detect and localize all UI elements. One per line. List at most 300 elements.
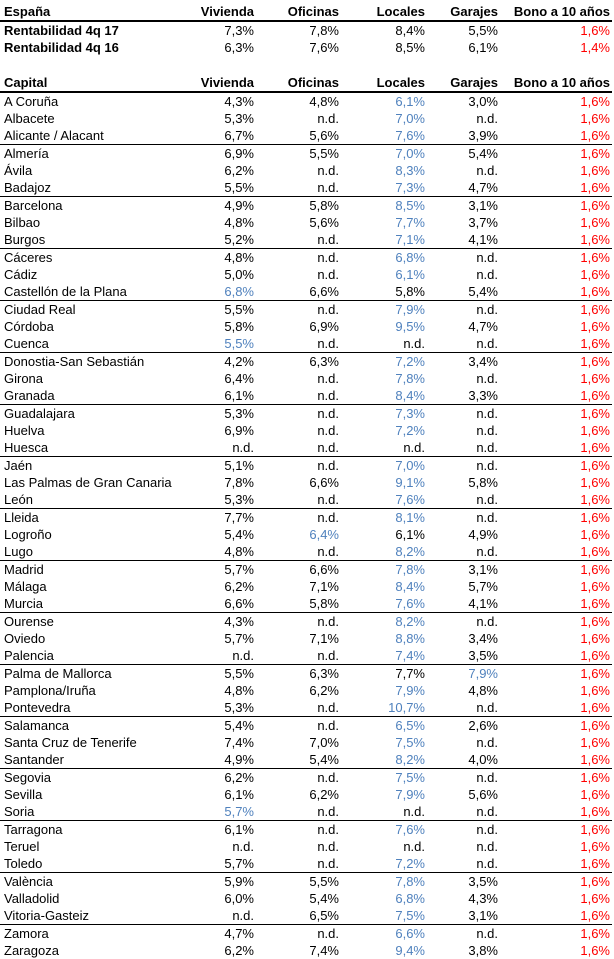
column-header-oficinas: Oficinas [256,3,341,21]
row-label: Santander [0,751,190,769]
row-label: Segovia [4,770,51,785]
value-cell: 7,8% [309,23,339,38]
value-cell: 7,3% [224,23,254,38]
value-cell: 5,7% [224,631,254,646]
bond-rate-cell: 1,6% [500,699,612,717]
value-cell: n.d. [427,803,500,821]
row-label: Badajoz [0,179,190,197]
value-cell: n.d. [317,822,339,837]
row-label: Murcia [0,595,190,613]
value-cell: 4,1% [427,595,500,613]
row-label: Zamora [4,926,49,941]
table-row [0,561,612,579]
table-row [0,821,612,839]
value-cell: n.d. [317,423,339,438]
bond-rate-cell: 1,6% [500,543,612,561]
value-cell: 4,2% [224,354,254,369]
value-cell: 3,5% [427,647,500,665]
value-cell: n.d. [476,770,498,785]
value-cell: 4,8% [468,683,498,698]
table-row [0,353,612,371]
bond-rate-cell: 1,6% [500,283,612,301]
value-cell: 5,0% [224,267,254,282]
table-row [0,301,612,319]
value-cell: n.d. [427,439,500,457]
value-cell: 3,3% [427,387,500,405]
value-cell: 7,5% [395,770,425,785]
value-cell: 8,2% [395,614,425,629]
value-cell: 7,9% [395,787,425,802]
row-label: Teruel [4,839,40,854]
table-row [0,491,612,509]
bond-rate-cell: 1,6% [580,319,610,334]
table-row [0,92,612,110]
bond-rate-cell: 1,6% [580,23,610,38]
table-row [0,283,612,301]
value-cell: 3,4% [468,354,498,369]
value-cell: 6,1% [395,267,425,282]
row-label: Huelva [4,423,45,438]
value-cell: 5,8% [256,595,341,613]
table-row [0,665,612,683]
bond-rate-cell: 1,6% [500,231,612,249]
value-cell: 7,1% [309,631,339,646]
bond-rate-cell: 1,6% [580,822,610,837]
value-cell: 7,3% [395,406,425,421]
value-cell: n.d. [317,302,339,317]
bond-rate-cell: 1,6% [580,458,610,473]
value-cell: n.d. [403,839,425,854]
value-cell: n.d. [476,371,498,386]
value-cell: 6,2% [224,770,254,785]
value-cell: 5,3% [224,406,254,421]
row-label: Ávila [4,163,33,178]
value-cell: 3,4% [468,631,498,646]
bond-rate-cell: 1,6% [580,787,610,802]
row-label: Bilbao [4,215,41,230]
row-label: Zaragoza [4,943,59,958]
value-cell: 7,1% [309,579,339,594]
row-label: Rentabilidad 4q 17 [4,23,119,38]
value-cell: 7,8% [395,874,425,889]
row-label: Rentabilidad 4q 16 [4,40,119,55]
value-cell: n.d. [256,647,341,665]
value-cell: 6,4% [309,527,339,542]
bond-rate-cell: 1,6% [580,302,610,317]
value-cell: 8,8% [395,631,425,646]
value-cell: n.d. [256,699,341,717]
value-cell: 4,9% [224,198,254,213]
table-row [0,370,612,387]
espana-header-row [0,3,612,21]
value-cell: n.d. [256,387,341,405]
table-row [0,405,612,423]
row-label: Sevilla [4,787,43,802]
column-header-bono: Bono a 10 años [500,74,612,92]
row-label: Alicante / Alacant [0,127,190,145]
value-cell: 6,8% [395,891,425,906]
row-label: Castellón de la Plana [0,283,190,301]
table-row [0,769,612,787]
value-cell: n.d. [317,839,339,854]
value-cell: 3,1% [468,198,498,213]
bond-rate-cell: 1,6% [580,267,610,282]
value-cell: 7,7% [395,215,425,230]
value-cell: n.d. [341,803,427,821]
table-row [0,786,612,803]
bond-rate-cell: 1,6% [580,683,610,698]
value-cell: 10,7% [341,699,427,717]
value-cell: n.d. [232,839,254,854]
value-cell: 4,7% [224,926,254,941]
value-cell: 6,1% [224,787,254,802]
row-label: Girona [4,371,44,386]
table-row [0,907,612,925]
value-cell: n.d. [190,439,256,457]
value-cell: 8,2% [341,543,427,561]
value-cell: n.d. [256,491,341,509]
row-label: Granada [0,387,190,405]
value-cell: n.d. [427,491,500,509]
table-row [0,855,612,873]
row-label: Palma de Mallorca [4,666,112,681]
bond-rate-cell: 1,6% [500,387,612,405]
row-label: Palencia [0,647,190,665]
table-row [0,39,612,56]
value-cell: 9,4% [395,943,425,958]
row-label: Toledo [0,855,190,873]
espana-header-title: España [0,3,190,21]
column-header-bono: Bono a 10 años [500,3,612,21]
value-cell: 8,5% [395,198,425,213]
value-cell: 6,5% [395,718,425,733]
row-label: Oviedo [4,631,46,646]
table-row [0,717,612,735]
value-cell: 4,8% [224,250,254,265]
value-cell: n.d. [317,111,339,126]
table-row [0,699,612,717]
value-cell: 7,4% [341,647,427,665]
row-label: Córdoba [4,319,54,334]
value-cell: n.d. [476,111,498,126]
bond-rate-cell: 1,6% [580,475,610,490]
value-cell: 6,8% [190,283,256,301]
table-row [0,682,612,699]
column-header-garajes: Garajes [427,3,500,21]
row-label: Cádiz [4,267,38,282]
row-label: Pamplona/Iruña [4,683,96,698]
bond-rate-cell: 1,6% [580,198,610,213]
row-label: Cuenca [0,335,190,353]
row-label: Las Palmas de Gran Canaria [4,475,172,490]
row-label: Burgos [0,231,190,249]
bond-rate-cell: 1,6% [580,718,610,733]
table-row [0,231,612,249]
row-label: Vitoria-Gasteiz [0,907,190,925]
value-cell: n.d. [476,926,498,941]
row-label: Pontevedra [0,699,190,717]
row-label: Tarragona [4,822,63,837]
value-cell: 5,7% [468,579,498,594]
row-label: León [0,491,190,509]
bond-rate-cell: 1,6% [580,735,610,750]
value-cell: 4,8% [224,683,254,698]
bond-rate-cell: 1,6% [500,491,612,509]
bond-rate-cell: 1,6% [500,803,612,821]
value-cell: n.d. [476,822,498,837]
value-cell: 7,8% [395,371,425,386]
table-row [0,647,612,665]
value-cell: n.d. [256,231,341,249]
value-cell: n.d. [476,302,498,317]
row-label: Soria [0,803,190,821]
row-label: Cáceres [4,250,53,265]
row-label: Almería [4,146,49,161]
row-label: Madrid [4,562,44,577]
value-cell: 4,9% [190,751,256,769]
value-cell: 7,8% [395,562,425,577]
table-row [0,214,612,231]
table-row [0,803,612,821]
value-cell: 4,9% [468,527,498,542]
value-cell: 7,6% [341,491,427,509]
column-header-vivienda: Vivienda [190,74,256,92]
value-cell: 6,2% [224,163,254,178]
value-cell: 8,4% [395,579,425,594]
value-cell: 7,2% [395,423,425,438]
value-cell: 6,5% [256,907,341,925]
value-cell: 3,1% [427,907,500,925]
bond-rate-cell: 1,6% [580,163,610,178]
bond-rate-cell: 1,6% [580,527,610,542]
value-cell: 3,0% [468,94,498,109]
value-cell: 6,6% [309,562,339,577]
bond-rate-cell: 1,4% [580,40,610,55]
table-row [0,457,612,475]
table-row [0,387,612,405]
bond-rate-cell: 1,6% [580,579,610,594]
table-row [0,509,612,527]
value-cell: 9,1% [395,475,425,490]
value-cell: 8,4% [395,23,425,38]
value-cell: n.d. [317,267,339,282]
table-row [0,526,612,543]
value-cell: n.d. [317,371,339,386]
value-cell: n.d. [476,423,498,438]
value-cell: n.d. [317,406,339,421]
table-row [0,578,612,595]
value-cell: 7,9% [395,302,425,317]
column-header-garajes: Garajes [427,74,500,92]
value-cell: 8,5% [395,40,425,55]
bond-rate-cell: 1,6% [580,631,610,646]
row-label: Ciudad Real [4,302,76,317]
value-cell: 7,9% [468,666,498,681]
table-row [0,751,612,769]
value-cell: 4,1% [427,231,500,249]
value-cell: 7,0% [395,458,425,473]
value-cell: 6,8% [395,250,425,265]
value-cell: 5,4% [256,751,341,769]
table-row [0,21,612,39]
value-cell: 7,6% [341,127,427,145]
row-label: Albacete [4,111,55,126]
table-row [0,249,612,267]
bond-rate-cell: 1,6% [500,647,612,665]
row-label: Lleida [4,510,39,525]
value-cell: n.d. [317,510,339,525]
bond-rate-cell: 1,6% [580,94,610,109]
row-label: Barcelona [4,198,63,213]
value-cell: 6,6% [190,595,256,613]
value-cell: 2,6% [468,718,498,733]
value-cell: n.d. [317,458,339,473]
value-cell: 5,4% [224,718,254,733]
value-cell: n.d. [317,614,339,629]
value-cell: n.d. [256,335,341,353]
value-cell: 8,4% [341,387,427,405]
value-cell: n.d. [476,839,498,854]
value-cell: 7,0% [395,146,425,161]
bond-rate-cell: 1,6% [500,127,612,145]
value-cell: n.d. [256,179,341,197]
value-cell: 6,9% [309,319,339,334]
value-cell: 4,3% [224,614,254,629]
value-cell: 6,3% [224,40,254,55]
value-cell: 7,0% [309,735,339,750]
row-label: A Coruña [4,94,59,109]
value-cell: 5,6% [256,127,341,145]
value-cell: 5,9% [224,874,254,889]
value-cell: 5,6% [309,215,339,230]
value-cell: 5,7% [224,562,254,577]
value-cell: 4,0% [427,751,500,769]
value-cell: 7,7% [395,666,425,681]
value-cell: n.d. [427,543,500,561]
value-cell: 5,7% [190,855,256,873]
value-cell: n.d. [476,510,498,525]
row-label: Guadalajara [4,406,75,421]
value-cell: n.d. [317,926,339,941]
value-cell: 5,8% [468,475,498,490]
column-header-vivienda: Vivienda [190,3,256,21]
capital-yield-table [0,74,612,959]
value-cell: 5,2% [190,231,256,249]
value-cell: n.d. [256,803,341,821]
table-row [0,145,612,163]
value-cell: 7,6% [395,822,425,837]
value-cell: n.d. [190,907,256,925]
value-cell: 3,7% [468,215,498,230]
value-cell: 5,8% [224,319,254,334]
value-cell: 8,1% [395,510,425,525]
value-cell: n.d. [256,855,341,873]
value-cell: 6,6% [309,475,339,490]
value-cell: 5,4% [468,146,498,161]
value-cell: n.d. [476,267,498,282]
value-cell: 7,8% [224,475,254,490]
bond-rate-cell: 1,6% [500,439,612,457]
value-cell: 6,6% [395,926,425,941]
column-header-locales: Locales [341,74,427,92]
bond-rate-cell: 1,6% [500,855,612,873]
value-cell: 4,7% [427,179,500,197]
value-cell: n.d. [427,335,500,353]
value-cell: 6,1% [224,822,254,837]
value-cell: 5,1% [224,458,254,473]
value-cell: 3,1% [468,562,498,577]
espana-rows [0,21,612,56]
value-cell: 5,5% [468,23,498,38]
value-cell: n.d. [317,250,339,265]
value-cell: 7,5% [395,735,425,750]
bond-rate-cell: 1,6% [500,179,612,197]
table-row [0,873,612,891]
table-row [0,110,612,127]
table-row [0,127,612,145]
bond-rate-cell: 1,6% [580,770,610,785]
table-row [0,543,612,561]
value-cell: 8,3% [395,163,425,178]
value-cell: 7,2% [341,855,427,873]
value-cell: 7,6% [341,595,427,613]
table-row [0,630,612,647]
value-cell: 7,1% [341,231,427,249]
section-spacer [0,56,614,74]
value-cell: 5,5% [190,335,256,353]
value-cell: 6,1% [395,94,425,109]
table-row [0,179,612,197]
value-cell: 7,6% [309,40,339,55]
value-cell: n.d. [190,647,256,665]
value-cell: 7,9% [395,683,425,698]
bond-rate-cell: 1,6% [580,146,610,161]
table-row [0,162,612,179]
row-label: Ourense [4,614,54,629]
row-label: Santa Cruz de Tenerife [4,735,137,750]
bond-rate-cell: 1,6% [580,111,610,126]
value-cell: 5,5% [224,302,254,317]
value-cell: n.d. [476,458,498,473]
bond-rate-cell: 1,6% [580,510,610,525]
row-label: Málaga [4,579,47,594]
table-row [0,266,612,283]
value-cell: 3,8% [468,943,498,958]
bond-rate-cell: 1,6% [580,423,610,438]
value-cell: n.d. [476,614,498,629]
value-cell: n.d. [476,163,498,178]
bond-rate-cell: 1,6% [580,250,610,265]
value-cell: 6,1% [190,387,256,405]
value-cell: 9,5% [395,319,425,334]
value-cell: 7,5% [341,907,427,925]
bond-rate-cell: 1,6% [580,891,610,906]
espana-summary-table [0,3,612,56]
value-cell: 7,3% [341,179,427,197]
value-cell: 4,3% [468,891,498,906]
value-cell: 7,7% [224,510,254,525]
value-cell: n.d. [317,770,339,785]
table-row [0,318,612,335]
capital-header-row [0,74,612,92]
row-label: Salamanca [4,718,70,733]
value-cell: n.d. [476,250,498,265]
value-cell: 7,2% [395,354,425,369]
value-cell: 6,4% [224,371,254,386]
bond-rate-cell: 1,6% [500,595,612,613]
table-row [0,613,612,631]
bond-rate-cell: 1,6% [500,751,612,769]
